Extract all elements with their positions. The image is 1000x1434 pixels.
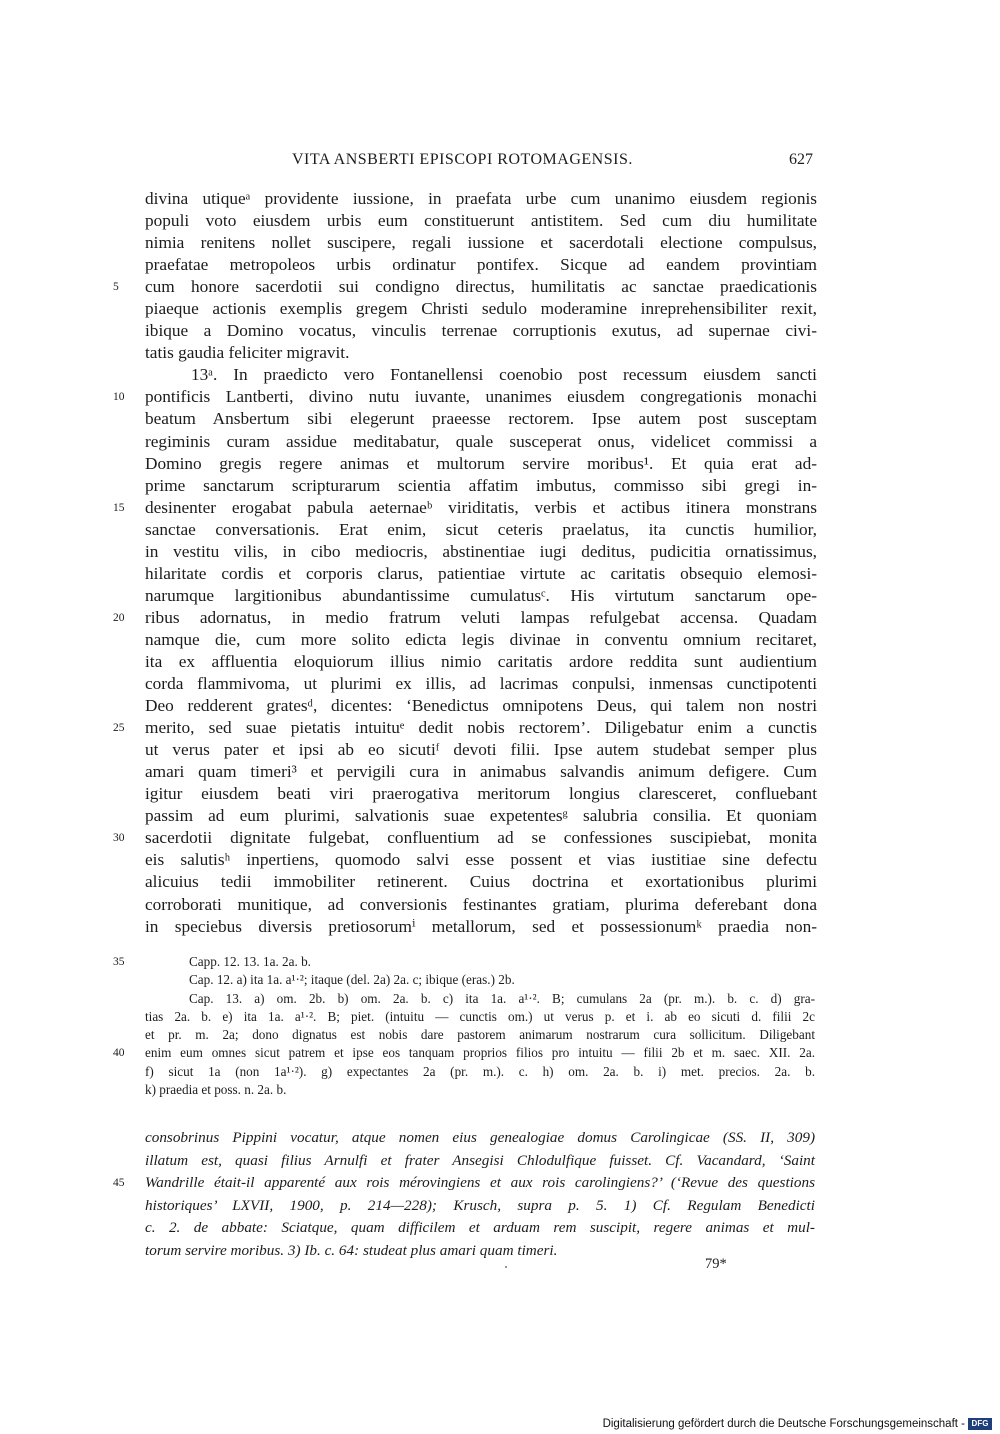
note-line-text: historiques’ LXVII, 1900, p. 214—228); Krusch, supra p. 5. 1) Cf. Regulam Benedicti — [145, 1196, 815, 1214]
note-line-text: illatum est, quasi filius Arnulfi et frater Ansegisi Chlodulfique fuisset. Cf. Vacandard, ‘Saint — [145, 1151, 815, 1169]
text-line-text: divina utiqueᵃ providente iussione, in praefata urbe cum unanimo eiusdem regionis — [145, 189, 817, 208]
text-line-text: Domino gregis regere animas et multorum servire moribus¹. Et quia erat ad- — [145, 453, 817, 473]
text-line — [145, 254, 817, 276]
page-number: 627 — [789, 151, 813, 168]
line-number: 10 — [113, 391, 125, 404]
text-line-text: passim ad eum plurimi, salvationis suae expetentesᵍ salubria consilia. Et quoniam — [145, 806, 817, 826]
apparatus-line — [145, 1008, 815, 1026]
note-line — [145, 1150, 815, 1173]
main-text — [113, 188, 817, 938]
text-line — [145, 695, 817, 717]
footer-text: Digitalisierung gefördert durch die Deutsche Forschungsgemeinschaft - — [602, 1418, 965, 1430]
apparatus-line-text: tias 2a. b. e) ita 1a. a¹·². B; piet. (intuitu — cunctis om.) ut verus p. et i. ab eo sicuti d. filii 2c — [145, 1008, 815, 1024]
text-line — [145, 585, 817, 607]
line-number: 45 — [113, 1177, 125, 1189]
text-line — [145, 761, 817, 783]
note-line-text: c. 2. de abbate: Sciatque, quam difficilem et arduam rem suscipit, regere animas et mul- — [145, 1219, 815, 1236]
text-line-text: sanctae conversationis. Erat enim, sicut ceteris praelatus, ita cunctis humilior, — [145, 519, 817, 539]
text-line — [145, 805, 817, 827]
apparatus-line-text: Cap. 13. a) om. 2b. b) om. 2a. b. c) ita 1a. a¹·². B; cumulans 2a (pr. m.). b. c. d) gra- — [189, 990, 815, 1006]
text-line-text: in speciebus diversis pretiosorumⁱ metallorum, sed et possessionumᵏ praedia non- — [145, 916, 817, 936]
text-line-text: eis salutisʰ inpertiens, quomodo salvi esse possent et vias iustitiae sine defectu — [145, 850, 817, 870]
apparatus-line — [113, 953, 815, 971]
text-line — [145, 739, 817, 761]
note-line — [145, 1127, 815, 1150]
text-line — [113, 827, 817, 849]
apparatus-line-text: et pr. m. 2a; dono dignatus est nobis dare pastorem animarum nostrarum cura sollicitum. Diligebant — [145, 1027, 815, 1043]
text-line — [145, 475, 817, 497]
text-line — [145, 629, 817, 651]
apparatus-line-text: f) sicut 1a (non 1a¹·²). g) expectantes 2a (pr. m.). c. h) om. 2a. b. i) met. precios. 2a. b. — [145, 1063, 815, 1079]
text-line-text: Deo redderent gratesᵈ, dicentes: ‘Benedictus omnipotens Deus, qui talem non nostri — [145, 696, 817, 716]
text-line-text: nimia renitens nollet suscipere, regali iussione et sacerdotali electione compulsus, — [145, 233, 817, 253]
note-line — [113, 1172, 815, 1195]
text-line — [145, 673, 817, 695]
text-line — [145, 364, 817, 386]
text-line — [145, 210, 817, 232]
dfg-logo-icon: DFG — [968, 1418, 992, 1430]
text-line — [145, 849, 817, 871]
signature-mark: 79* — [705, 1256, 727, 1272]
text-line — [145, 188, 817, 210]
text-line-text: ita ex affluentia eloquiorum illius nimio caritatis ardore reddita sunt audientium — [145, 651, 817, 671]
note-line-text: consobrinus Pippini vocatur, atque nomen eius genealogiae domus Carolingicae (SS. II, 309) — [145, 1129, 815, 1146]
text-line-text: ribus adornatus, in medio fratrum veluti lampas refulgebat accensa. Quadam — [145, 607, 817, 627]
text-line-text: praefatae metropoleos urbis ordinatur pontifex. Sicque ad eandem provintiam — [145, 255, 817, 275]
text-line — [145, 651, 817, 673]
text-line — [113, 607, 817, 629]
text-line-text: piaeque actionis exemplis gregem Christi sedulo moderamine inreprehensibiliter rexit, — [145, 299, 817, 319]
text-line — [145, 871, 817, 893]
text-line — [145, 563, 817, 585]
text-line — [113, 386, 817, 408]
apparatus-line — [145, 1063, 815, 1081]
line-number: 35 — [113, 956, 125, 968]
text-line — [145, 453, 817, 475]
apparatus-line — [145, 1081, 815, 1099]
note-line-text: torum servire moribus. 3) Ib. c. 64: studeat plus amari quam timeri. — [145, 1241, 558, 1259]
text-line-text: alicuius tedii immobiliter retinerent. Cuius doctrina et exortationibus plurimi — [145, 872, 817, 892]
text-line-text: corda flammivoma, ut plurimi ex illis, ad lacrimas conpulsi, inmensas cunctipotenti — [145, 674, 817, 694]
text-line-text: amari quam timeri³ et pervigili cura in animabus salvandis animum defigere. Cum — [145, 762, 817, 782]
text-line — [145, 342, 817, 364]
text-line — [113, 717, 817, 739]
text-line-text: tatis gaudia feliciter migravit. — [145, 343, 350, 363]
text-line — [145, 320, 817, 342]
text-line-text: desinenter erogabat pabula aeternaeᵇ viriditatis, verbis et actibus itinera monstrans — [145, 497, 817, 517]
text-line-text: ut verus pater et ipsi ab eo sicutiᶠ devoti filii. Ipse autem studebat semper plus — [145, 740, 817, 760]
apparatus-line-text: Cap. 12. a) ita 1a. a¹·²; itaque (del. 2a) 2a. c; ibique (eras.) 2b. — [189, 972, 515, 988]
line-number: 20 — [113, 611, 125, 624]
text-line — [113, 497, 817, 519]
note-line-text: Wandrille était-il apparenté aux rois mérovingiens et aux rois carolingiens?’ (‘Revue des questions — [145, 1174, 815, 1191]
text-line-text: cum honore sacerdotii sui condigno directus, humilitatis ac sanctae praedicationis — [145, 277, 817, 297]
note-line — [145, 1195, 815, 1218]
text-line-text: prime sanctarum scripturarum scientia affatim imbutus, commisso sibi gregi in- — [145, 475, 817, 495]
line-number: 40 — [113, 1047, 125, 1060]
text-line — [145, 894, 817, 916]
text-line-text: sacerdotii dignitate fulgebat, confluentium ad se confessiones suscipiebat, monita — [145, 828, 817, 848]
text-line-text: pontificis Lantberti, divino nutu iuvante, unanimes eiusdem congregationis monachi — [145, 387, 817, 407]
apparatus-line — [145, 990, 815, 1008]
apparatus-line — [145, 1026, 815, 1044]
apparatus-line-text: k) praedia et poss. n. 2a. b. — [145, 1082, 287, 1098]
line-number: 5 — [113, 281, 119, 294]
text-line-text: 13ᵃ. In praedicto vero Fontanellensi coenobio post recessum eiusdem sancti — [191, 365, 817, 385]
note-line — [145, 1217, 815, 1240]
text-line — [145, 916, 817, 938]
apparatus-line — [145, 971, 815, 989]
text-line — [145, 298, 817, 320]
footnotes — [113, 1127, 815, 1262]
line-number: 15 — [113, 501, 125, 514]
text-line — [113, 276, 817, 298]
text-line — [145, 783, 817, 805]
text-line — [145, 232, 817, 254]
speck — [505, 1266, 507, 1268]
critical-apparatus — [113, 953, 815, 1099]
footer-credit — [603, 1417, 992, 1431]
text-line-text: regiminis curam assidue meditabatur, quale susceperat onus, videlicet commissi a — [145, 431, 817, 451]
text-line-text: hilaritate cordis et corporis clarus, patientiae virtute ac caritatis obsequio elemosi- — [145, 563, 817, 583]
apparatus-line-text: Capp. 12. 13. 1a. 2a. b. — [189, 954, 311, 969]
text-line — [145, 519, 817, 541]
text-line-text: in vestitu vilis, in cibo mediocris, abstinentiae iugi deditus, pudicitia ornatissimus, — [145, 541, 817, 561]
text-line-text: igitur eiusdem beati viri praerogativa meritorum longius claresceret, confluebant — [145, 784, 817, 804]
line-number: 25 — [113, 722, 125, 735]
text-line-text: merito, sed suae pietatis intuituᵉ dedit nobis rectorem’. Diligebatur enim a cunctis — [145, 718, 817, 738]
line-number: 30 — [113, 832, 125, 845]
text-line-text: narumque largitionibus abundantissime cumulatusᶜ. His virtutum sanctarum ope- — [145, 585, 817, 605]
text-line — [145, 408, 817, 430]
apparatus-line-text: enim eum omnes sicut patrem et ipse eos tanquam proprios filios pro intuitu — filii 2b et m. saec. XII. 2a. — [145, 1045, 815, 1061]
text-line — [145, 541, 817, 563]
running-title: VITA ANSBERTI EPISCOPI ROTOMAGENSIS. — [292, 151, 633, 168]
apparatus-line — [113, 1044, 815, 1062]
text-line-text: beatum Ansbertum sibi elegerunt praeesse rectorem. Ipse autem post susceptam — [145, 409, 817, 429]
text-line-text: namque die, cum more solito edicta legis divinae in conventu omnium recitaret, — [145, 629, 817, 649]
text-line-text: populi voto eiusdem urbis eum constituerunt antistitem. Sed cum diu humilitate — [145, 211, 817, 231]
text-line — [145, 431, 817, 453]
text-line-text: corroborati munitique, ad conversionis festinantes gratiam, plurima deferebant dona — [145, 894, 817, 914]
text-line-text: ibique a Domino vocatus, vinculis terrenae corruptionis exutus, ad supernae civi- — [145, 321, 817, 341]
